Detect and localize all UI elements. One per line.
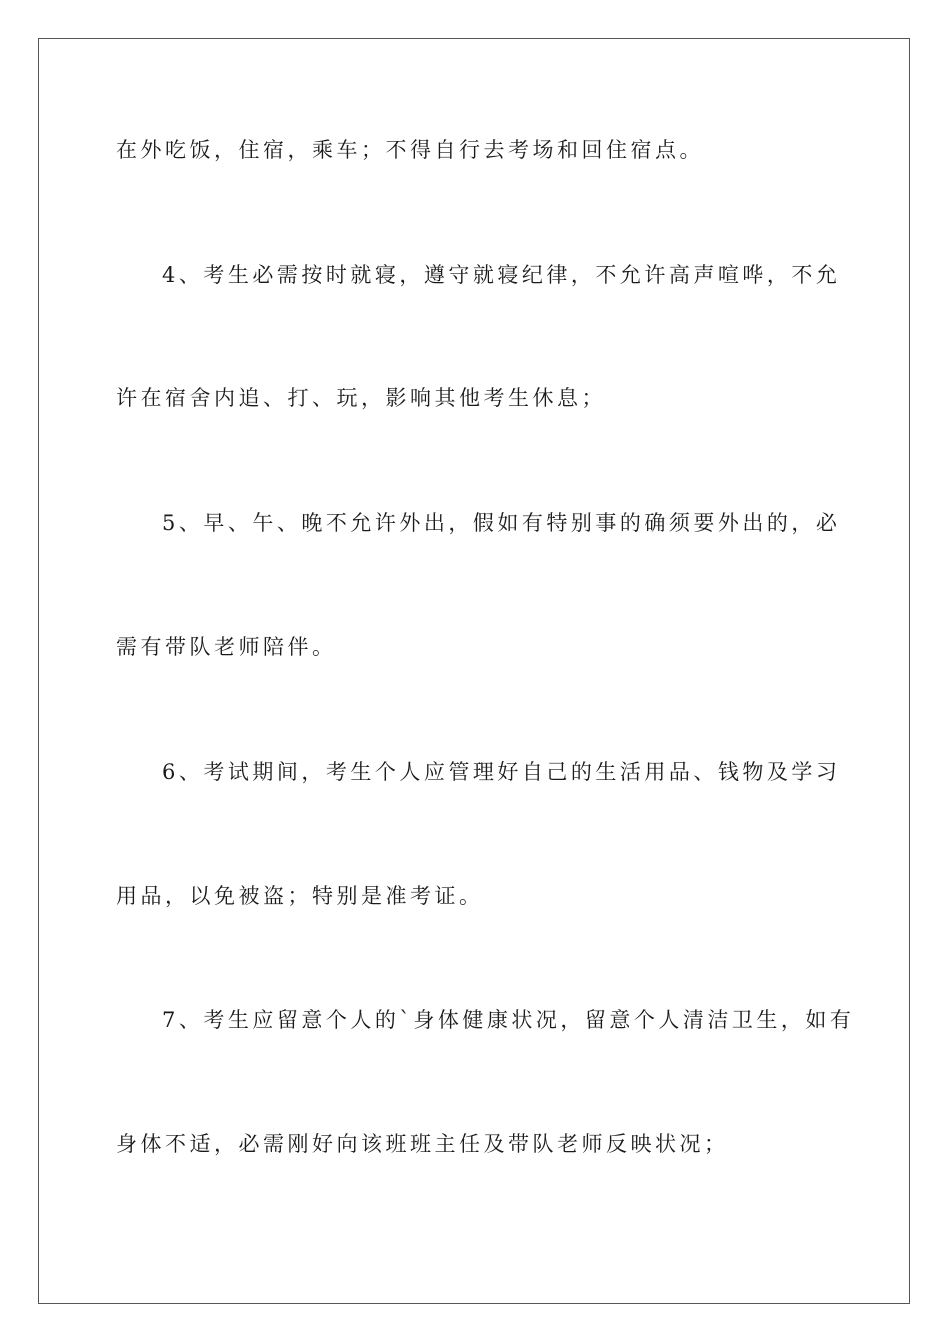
text-line-1: 在外吃饭，住宿，乘车；不得自行去考场和回住宿点。 xyxy=(116,138,704,162)
item-4-line-2: 许在宿舍内追、打、玩，影响其他考生休息； xyxy=(116,386,606,410)
item-6-line-1: 6、考试期间，考生个人应管理好自己的生活用品、钱物及学习 xyxy=(162,760,841,784)
page-frame xyxy=(38,38,910,1304)
item-4-line-1: 4、考生必需按时就寝，遵守就寝纪律，不允许高声喧哗，不允 xyxy=(162,263,841,287)
item-5-line-2: 需有带队老师陪伴。 xyxy=(116,635,337,659)
item-7-line-2: 身体不适，必需刚好向该班班主任及带队老师反映状况； xyxy=(116,1132,729,1156)
item-7-line-1: 7、考生应留意个人的`身体健康状况，留意个人清洁卫生，如有 xyxy=(162,1008,855,1032)
item-6-line-2: 用品，以免被盗；特别是准考证。 xyxy=(116,884,484,908)
item-5-line-1: 5、早、午、晚不允许外出，假如有特别事的确须要外出的，必 xyxy=(162,511,841,535)
